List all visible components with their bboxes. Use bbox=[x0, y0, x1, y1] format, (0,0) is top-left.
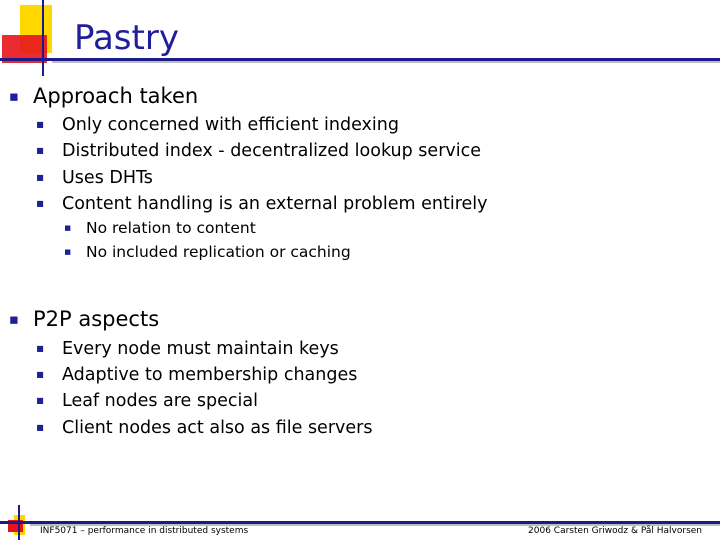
sub-list-item-text: No relation to content bbox=[86, 219, 256, 237]
square-bullet-icon: ▪ bbox=[36, 367, 45, 381]
section-heading-p2p bbox=[9, 306, 159, 333]
list-item bbox=[36, 337, 339, 360]
list-item-text: Adaptive to membership changes bbox=[62, 364, 358, 385]
square-bullet-icon: ▪ bbox=[36, 196, 45, 210]
square-bullet-icon: ▪ bbox=[36, 393, 45, 407]
list-item-text: Content handling is an external problem entirely bbox=[62, 193, 488, 214]
square-bullet-icon: ▪ bbox=[64, 221, 72, 235]
title-decoration-vertical-line bbox=[42, 0, 44, 76]
list-item bbox=[36, 113, 399, 136]
square-bullet-icon: ▪ bbox=[36, 143, 45, 157]
list-item bbox=[36, 389, 258, 412]
list-item-text: Only concerned with efficient indexing bbox=[62, 114, 399, 135]
list-item bbox=[36, 416, 372, 439]
square-bullet-icon: ▪ bbox=[9, 87, 19, 105]
section-heading-text: P2P aspects bbox=[33, 307, 160, 331]
list-item bbox=[36, 166, 153, 189]
section-heading-text: Approach taken bbox=[33, 84, 199, 108]
square-bullet-icon: ▪ bbox=[9, 310, 19, 328]
square-bullet-icon: ▪ bbox=[64, 245, 72, 259]
list-item bbox=[36, 192, 488, 215]
footer-course-label: INF5071 – performance in distributed systems bbox=[40, 526, 249, 536]
section-heading-approach bbox=[9, 83, 198, 110]
list-item bbox=[36, 139, 481, 162]
title-rule-shadow bbox=[52, 61, 720, 63]
square-bullet-icon: ▪ bbox=[36, 341, 45, 355]
sub-list-item bbox=[64, 218, 256, 238]
list-item-text: Leaf nodes are special bbox=[62, 390, 258, 411]
list-item-text: Distributed index - decentralized lookup service bbox=[62, 140, 481, 161]
list-item bbox=[36, 363, 357, 386]
square-bullet-icon: ▪ bbox=[36, 420, 45, 434]
square-bullet-icon: ▪ bbox=[36, 117, 45, 131]
list-item-text: Every node must maintain keys bbox=[62, 338, 339, 359]
list-item-text: Client nodes act also as file servers bbox=[62, 417, 373, 438]
slide-title: Pastry bbox=[74, 18, 179, 58]
footer-copyright: 2006 Carsten Griwodz & Pål Halvorsen bbox=[528, 526, 702, 536]
sub-list-item bbox=[64, 242, 351, 262]
sub-list-item-text: No included replication or caching bbox=[86, 243, 351, 261]
list-item-text: Uses DHTs bbox=[62, 167, 153, 188]
square-bullet-icon: ▪ bbox=[36, 170, 45, 184]
